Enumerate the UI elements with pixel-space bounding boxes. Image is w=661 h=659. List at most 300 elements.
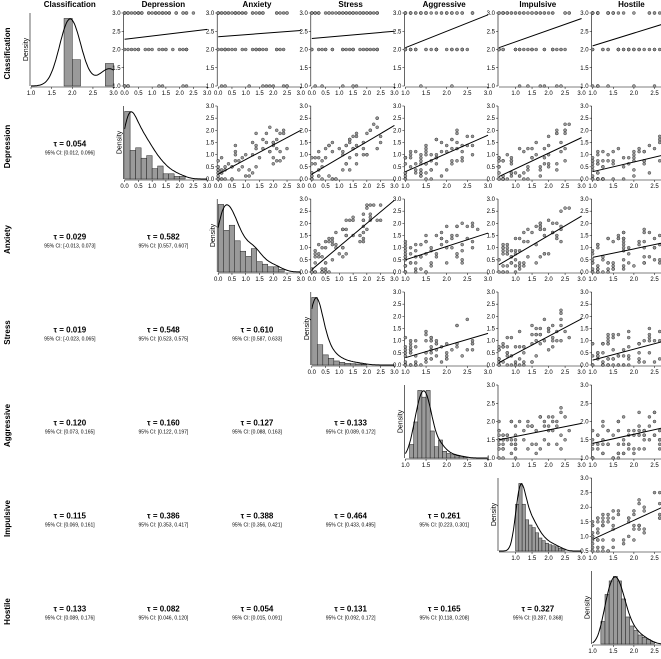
scatter-point bbox=[144, 48, 147, 51]
scatter-point bbox=[324, 246, 327, 249]
ci-label: 95% CI: [0.012, 0.096] bbox=[44, 150, 95, 157]
correlation-cell-stress-anxiety bbox=[232, 326, 282, 343]
x-tick-label: 0.0 bbox=[307, 277, 316, 283]
scatter-point bbox=[617, 429, 620, 432]
scatter-point bbox=[607, 429, 610, 432]
scatter-point bbox=[227, 48, 230, 51]
scatter-point bbox=[217, 12, 220, 15]
scatter-point bbox=[348, 138, 351, 141]
x-tick-label: 3.0 bbox=[203, 184, 212, 190]
scatter-point bbox=[596, 162, 599, 165]
tau-label: τ = 0.160 bbox=[147, 418, 180, 428]
scatter-point bbox=[217, 168, 220, 171]
scatter-point bbox=[591, 162, 594, 165]
scatter-point bbox=[643, 361, 646, 364]
scatter-point bbox=[171, 48, 174, 51]
y-tick-label: 3.0 bbox=[486, 197, 495, 203]
y-tick-label: 3.0 bbox=[486, 290, 495, 296]
scatter-point bbox=[419, 175, 422, 178]
histogram-bar bbox=[323, 355, 329, 365]
scatter-point bbox=[617, 420, 620, 423]
x-tick-label: 3.0 bbox=[109, 91, 118, 97]
scatter-point bbox=[564, 132, 567, 135]
scatter-point bbox=[244, 48, 247, 51]
scatter-point bbox=[601, 361, 604, 364]
regression-line bbox=[218, 31, 301, 37]
y-tick-label: 0.0 bbox=[580, 177, 589, 183]
scatter-point bbox=[510, 12, 513, 15]
scatter-point bbox=[526, 420, 529, 423]
scatter-point bbox=[622, 354, 625, 357]
scatter-point bbox=[345, 48, 348, 51]
scatter-point bbox=[445, 357, 448, 360]
scatter-point bbox=[331, 48, 334, 51]
scatter-point bbox=[341, 150, 344, 153]
scatter-point bbox=[539, 85, 542, 88]
scatter-point bbox=[461, 156, 464, 159]
scatter-point bbox=[419, 12, 422, 15]
scatter-point bbox=[414, 12, 417, 15]
y-tick-label: 2.5 bbox=[486, 401, 495, 408]
y-tick-label: 0.5 bbox=[580, 549, 589, 555]
y-tick-label: 3.0 bbox=[205, 104, 215, 110]
scatter-point bbox=[419, 171, 422, 174]
y-tick-label: 1.0 bbox=[393, 338, 402, 345]
y-tick-label: 3.0 bbox=[299, 197, 308, 203]
y-tick-label: 0.0 bbox=[486, 177, 495, 183]
scatter-point bbox=[612, 524, 615, 527]
scatter-point bbox=[638, 357, 641, 360]
x-tick-label: 1.0 bbox=[401, 91, 410, 97]
scatter-point bbox=[234, 144, 237, 147]
scatter-point bbox=[310, 156, 313, 159]
scatter-point bbox=[627, 447, 630, 450]
scatter-point bbox=[414, 261, 417, 264]
scatter-point bbox=[612, 348, 615, 351]
histogram-bar bbox=[224, 230, 230, 272]
x-tick-label: 1.0 bbox=[588, 463, 597, 469]
scatter-point bbox=[560, 150, 563, 153]
scatter-point bbox=[526, 85, 529, 88]
tau-label: τ = 0.261 bbox=[427, 511, 461, 521]
ci-label: 95% CI: [0.223, 0.301] bbox=[419, 522, 470, 529]
x-tick-label: 1.0 bbox=[511, 370, 520, 376]
scatter-point bbox=[506, 249, 509, 252]
scatter-point bbox=[612, 178, 615, 181]
scatter-point bbox=[638, 147, 641, 150]
ci-label: 95% CI: [0.557, 0.607] bbox=[138, 243, 189, 250]
histogram-bar bbox=[158, 166, 164, 179]
y-tick-label: 2.0 bbox=[393, 221, 402, 228]
scatter-point bbox=[632, 528, 635, 531]
scatter-point bbox=[331, 150, 334, 153]
scatter-point bbox=[404, 243, 407, 246]
x-tick-label: 2.0 bbox=[544, 556, 553, 562]
scatter-point bbox=[355, 12, 358, 15]
y-tick-label: 1.0 bbox=[393, 152, 402, 159]
histogram-bar bbox=[613, 576, 617, 644]
scatter-point bbox=[275, 138, 278, 141]
scatter-point bbox=[526, 168, 529, 171]
scatter-point bbox=[279, 12, 282, 15]
scatter-point bbox=[643, 150, 646, 153]
scatter-point bbox=[359, 240, 362, 243]
scatter-point bbox=[555, 237, 558, 240]
scatter-point bbox=[539, 165, 542, 168]
scatter-point bbox=[456, 141, 459, 144]
scatter-point bbox=[348, 141, 351, 144]
ci-label: 95% CI: [0.046, 0.120] bbox=[138, 615, 189, 622]
scatter-point bbox=[643, 434, 646, 437]
scatter-point bbox=[419, 168, 422, 171]
regression-line bbox=[312, 125, 395, 174]
y-tick-label: 3.0 bbox=[299, 11, 308, 17]
scatter-point bbox=[461, 258, 464, 261]
x-tick-label: 2.0 bbox=[442, 463, 451, 469]
scatter-point bbox=[514, 258, 517, 261]
scatter-point bbox=[362, 240, 365, 243]
histogram-impulsive bbox=[491, 478, 586, 562]
scatter-point bbox=[362, 213, 365, 216]
x-tick-label: 1.0 bbox=[335, 91, 344, 97]
scatter-point bbox=[244, 12, 247, 15]
scatter-point bbox=[369, 12, 372, 15]
y-tick-label: 2.0 bbox=[393, 128, 402, 135]
scatter-point bbox=[261, 85, 264, 88]
x-tick-label: 1.0 bbox=[401, 463, 410, 469]
scatter-point bbox=[324, 271, 327, 274]
y-tick-label: 0.0 bbox=[580, 363, 589, 369]
x-tick-label: 1.0 bbox=[588, 556, 597, 562]
scatter-point bbox=[535, 261, 538, 264]
histogram-bar bbox=[626, 617, 630, 644]
x-tick-label: 1.0 bbox=[511, 556, 520, 562]
scatter-point bbox=[355, 132, 358, 135]
y-tick-label: 1.5 bbox=[393, 140, 402, 147]
scatter-point bbox=[607, 268, 610, 271]
scatter-point bbox=[648, 333, 651, 336]
histogram-bar bbox=[519, 483, 522, 551]
scatter-point bbox=[506, 271, 509, 274]
x-tick-label: 2.5 bbox=[650, 91, 659, 97]
scatter-point bbox=[231, 48, 234, 51]
scatter-point bbox=[514, 48, 517, 51]
scatter-point bbox=[596, 550, 599, 553]
scatter-point bbox=[526, 255, 529, 258]
scatter-point bbox=[555, 443, 558, 446]
scatter-point bbox=[324, 156, 327, 159]
scatter-point bbox=[409, 342, 412, 345]
scatter-point bbox=[161, 48, 164, 51]
correlation-cell-hostile-anxiety bbox=[232, 605, 282, 622]
x-tick-label: 2.0 bbox=[175, 184, 184, 190]
y-tick-label: 2.5 bbox=[393, 302, 402, 309]
scatter-point bbox=[518, 85, 521, 88]
scatter-point bbox=[607, 443, 610, 446]
scatter-point bbox=[251, 48, 254, 51]
tau-label: τ = 0.464 bbox=[334, 511, 367, 521]
scatter-point bbox=[560, 312, 563, 315]
scatter-point bbox=[321, 268, 324, 271]
scatter-point bbox=[638, 243, 641, 246]
x-tick-label: 1.0 bbox=[588, 370, 597, 376]
ci-label: 95% CI: [0.118, 0.208] bbox=[419, 615, 469, 622]
scatter-point bbox=[268, 126, 271, 129]
y-tick-label: 2.0 bbox=[486, 314, 495, 321]
scatter-point bbox=[612, 159, 615, 162]
scatter-point bbox=[409, 12, 412, 15]
regression-line bbox=[312, 31, 395, 38]
x-tick-label: 1.5 bbox=[421, 184, 431, 190]
x-tick-label: 1.5 bbox=[255, 184, 264, 190]
scatter-point bbox=[627, 364, 630, 367]
scatter-point bbox=[414, 271, 417, 274]
scatter-point bbox=[653, 48, 656, 51]
scatter-point bbox=[341, 168, 344, 171]
scatter-point bbox=[234, 48, 237, 51]
scatter-point bbox=[607, 159, 610, 162]
scatter-point bbox=[440, 231, 443, 234]
scatter-point bbox=[539, 415, 542, 418]
scatter-point bbox=[355, 85, 358, 88]
scatter-point bbox=[514, 364, 517, 367]
scatter-point bbox=[560, 85, 563, 88]
scatter-point bbox=[461, 222, 464, 225]
scatter-point bbox=[376, 126, 379, 129]
scatter-point bbox=[591, 85, 594, 88]
scatter-point bbox=[217, 165, 220, 168]
ci-label: 95% CI: [0.523, 0.575] bbox=[138, 336, 189, 343]
x-tick-label: 1.0 bbox=[241, 91, 250, 97]
scatter-point bbox=[518, 237, 521, 240]
scatter-point bbox=[359, 48, 362, 51]
x-tick-label: 1.0 bbox=[241, 277, 250, 283]
tau-label: τ = 0.029 bbox=[53, 232, 87, 242]
scatter-point bbox=[409, 339, 412, 342]
scatter-point bbox=[531, 443, 534, 446]
x-tick-label: 1.0 bbox=[588, 184, 597, 190]
x-tick-label: 2.5 bbox=[376, 91, 385, 97]
scatter-point bbox=[352, 48, 355, 51]
scatter-point bbox=[321, 271, 324, 274]
scatter-point bbox=[568, 429, 571, 432]
scatter-point bbox=[425, 240, 428, 243]
x-tick-label: 3.0 bbox=[577, 277, 586, 283]
scatter-anxiety-vs-hostile bbox=[580, 197, 661, 283]
scatter-point bbox=[560, 309, 563, 312]
y-tick-label: 1.5 bbox=[112, 65, 121, 72]
scatter-point bbox=[506, 351, 509, 354]
scatter-point bbox=[632, 429, 635, 432]
x-tick-label: 2.0 bbox=[544, 184, 553, 190]
scatter-point bbox=[643, 261, 646, 264]
scatter-point bbox=[526, 147, 529, 150]
scatter-point bbox=[409, 348, 412, 351]
y-tick-label: 2.0 bbox=[580, 419, 589, 426]
scatter-point bbox=[648, 327, 651, 330]
scatter-point bbox=[430, 168, 433, 171]
scatter-point bbox=[551, 339, 554, 342]
scatter-point bbox=[324, 261, 327, 264]
scatter-point bbox=[510, 162, 513, 165]
x-tick-label: 3.0 bbox=[483, 184, 493, 190]
y-tick-label: 3.0 bbox=[580, 11, 589, 17]
scatter-point bbox=[338, 12, 341, 15]
scatter-point bbox=[506, 345, 509, 348]
y-tick-label: 2.0 bbox=[486, 419, 495, 426]
y-tick-label: 0.5 bbox=[393, 257, 402, 264]
scatter-point bbox=[591, 520, 594, 523]
scatter-point bbox=[543, 228, 546, 231]
scatter-point bbox=[522, 345, 525, 348]
scatter-point bbox=[555, 339, 558, 342]
scatter-point bbox=[328, 175, 331, 178]
histogram-anxiety bbox=[210, 199, 305, 283]
scatter-point bbox=[369, 213, 372, 216]
scatter-point bbox=[601, 517, 604, 520]
y-tick-label: 2.5 bbox=[205, 29, 215, 36]
correlation-cell-impulsive-stress bbox=[326, 512, 376, 529]
scatter-point bbox=[430, 339, 433, 342]
histogram-bar bbox=[451, 455, 455, 458]
x-tick-label: 1.5 bbox=[527, 91, 537, 97]
scatter-point bbox=[430, 153, 433, 156]
scatter-point bbox=[510, 249, 513, 252]
scatter-point bbox=[425, 333, 428, 336]
scatter-point bbox=[607, 153, 610, 156]
scatter-classification-vs-impulsive bbox=[487, 11, 587, 97]
scatter-point bbox=[130, 12, 133, 15]
scatter-point bbox=[237, 12, 240, 15]
scatter-point bbox=[362, 153, 365, 156]
scatter-point bbox=[612, 434, 615, 437]
x-tick-label: 0.0 bbox=[120, 91, 129, 97]
y-tick-label: 0.5 bbox=[299, 164, 308, 171]
scatter-point bbox=[622, 438, 625, 441]
scatter-point bbox=[612, 546, 615, 549]
y-tick-label: 0.5 bbox=[580, 164, 589, 171]
x-tick-label: 2.5 bbox=[463, 91, 472, 97]
scatter-point bbox=[555, 85, 558, 88]
histogram-bar bbox=[638, 635, 642, 644]
scatter-point bbox=[506, 178, 509, 181]
scatter-point bbox=[224, 165, 227, 168]
x-tick-label: 3.0 bbox=[390, 91, 399, 97]
scatter-point bbox=[539, 228, 542, 231]
scatter-point bbox=[317, 252, 320, 255]
scatter-point bbox=[234, 153, 237, 156]
scatter-point bbox=[522, 429, 525, 432]
x-tick-label: 1.5 bbox=[161, 184, 171, 190]
scatter-point bbox=[414, 150, 417, 153]
scatter-point bbox=[547, 165, 550, 168]
correlation-cell-hostile-stress bbox=[326, 605, 376, 622]
scatter-point bbox=[627, 261, 630, 264]
scatter-point bbox=[321, 85, 324, 88]
x-tick-label: 0.5 bbox=[227, 184, 237, 190]
scatter-point bbox=[369, 216, 372, 219]
scatter-point bbox=[502, 48, 505, 51]
x-tick-label: 1.0 bbox=[401, 370, 410, 376]
scatter-point bbox=[648, 351, 651, 354]
histogram-bar bbox=[125, 111, 131, 179]
y-tick-label: 2.0 bbox=[580, 505, 589, 512]
x-tick-label: 2.5 bbox=[650, 463, 659, 469]
scatter-point bbox=[638, 48, 641, 51]
scatter-point bbox=[324, 48, 327, 51]
scatter-point bbox=[310, 271, 313, 274]
scatter-point bbox=[522, 171, 525, 174]
scatter-point bbox=[518, 268, 521, 271]
scatter-point bbox=[643, 228, 646, 231]
scatter-point bbox=[560, 406, 563, 409]
scatter-point bbox=[404, 249, 407, 252]
scatter-point bbox=[231, 178, 234, 181]
scatter-point bbox=[331, 243, 334, 246]
y-tick-label: 0.5 bbox=[393, 350, 402, 357]
scatter-point bbox=[466, 135, 469, 138]
scatter-point bbox=[435, 234, 438, 237]
scatter-point bbox=[255, 165, 258, 168]
scatter-point bbox=[331, 141, 334, 144]
scatter-point bbox=[317, 12, 320, 15]
scatter-point bbox=[596, 520, 599, 523]
scatter-point bbox=[591, 342, 594, 345]
scatter-point bbox=[362, 237, 365, 240]
scatter-point bbox=[314, 162, 317, 165]
scatter-point bbox=[461, 48, 464, 51]
scatter-point bbox=[314, 255, 317, 258]
scatter-point bbox=[275, 159, 278, 162]
histogram-stress bbox=[304, 292, 399, 376]
scatter-point bbox=[601, 150, 604, 153]
scatter-point bbox=[430, 345, 433, 348]
scatter-point bbox=[435, 342, 438, 345]
scatter-point bbox=[653, 12, 656, 15]
scatter-point bbox=[365, 228, 368, 231]
scatter-point bbox=[643, 231, 646, 234]
scatter-point bbox=[547, 348, 550, 351]
scatter-point bbox=[526, 12, 529, 15]
scatter-point bbox=[158, 48, 161, 51]
scatter-point bbox=[547, 330, 550, 333]
scatter-point bbox=[425, 144, 428, 147]
scatter-point bbox=[632, 153, 635, 156]
scatter-point bbox=[130, 48, 133, 51]
scatter-point bbox=[220, 12, 223, 15]
x-tick-label: 1.5 bbox=[421, 277, 431, 283]
scatter-point bbox=[648, 438, 651, 441]
scatter-point bbox=[498, 178, 501, 181]
scatter-point bbox=[543, 438, 546, 441]
scatter-point bbox=[133, 12, 136, 15]
scatter-point bbox=[244, 175, 247, 178]
scatter-point bbox=[514, 12, 517, 15]
y-tick-label: 1.0 bbox=[580, 84, 589, 90]
x-tick-label: 0.0 bbox=[214, 91, 223, 97]
x-tick-label: 2.5 bbox=[560, 556, 570, 562]
x-tick-label: 1.0 bbox=[335, 370, 344, 376]
scatter-point bbox=[168, 12, 171, 15]
histogram-classification bbox=[23, 13, 118, 97]
scatter-point bbox=[241, 12, 244, 15]
scatter-point bbox=[591, 271, 594, 274]
scatter-point bbox=[643, 531, 646, 534]
scatter-point bbox=[518, 261, 521, 264]
scatter-point bbox=[653, 339, 656, 342]
regression-line bbox=[499, 319, 582, 363]
scatter-depression-vs-hostile bbox=[580, 104, 661, 190]
